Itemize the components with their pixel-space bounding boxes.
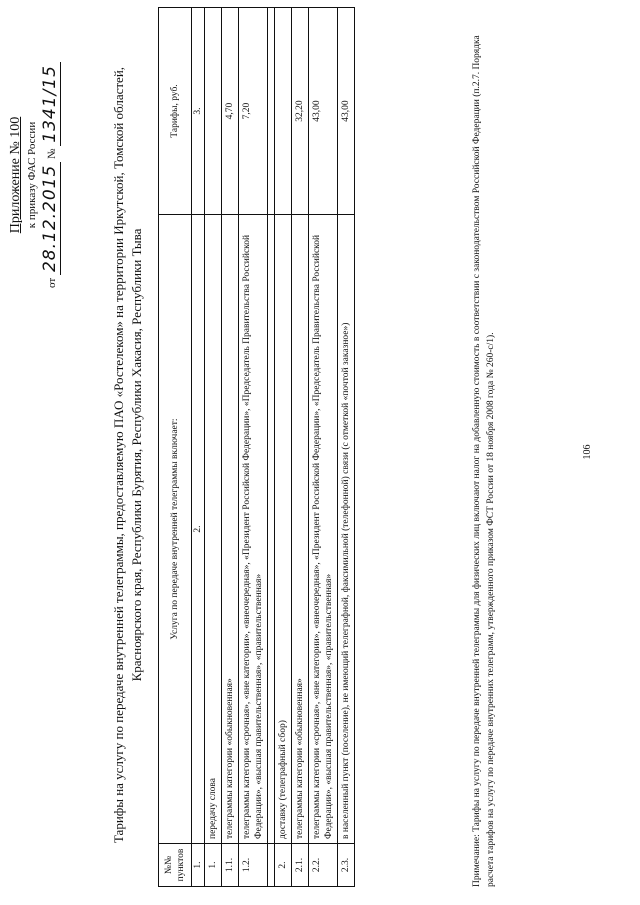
column-number: 2. [192, 215, 205, 844]
row-service: телеграммы категории «обыкновенная» [222, 215, 239, 844]
column-number: 1. [192, 844, 205, 887]
row-service: в населенный пункт (поселение), не имеющий телеграфной, факсимильной (телефонной) связи (с отметкой «почтой заказное») [338, 215, 355, 844]
table-row [205, 8, 222, 887]
row-number: 2. [275, 844, 292, 887]
handwritten-number: 1341/15 [40, 62, 61, 146]
table-header-row [159, 8, 192, 887]
row-price: 32,20 [292, 8, 309, 215]
annex-block [8, 25, 60, 325]
annex-order-line: к приказу ФАС России [26, 121, 38, 229]
header-service: Услуга по передаче внутренней телеграммы включает: [159, 215, 192, 844]
row-number: 1. [205, 844, 222, 887]
handwritten-date: 28.12.2015 [40, 162, 61, 275]
table-row [309, 8, 338, 887]
row-price: 43,00 [338, 8, 355, 215]
row-price: 7,20 [239, 8, 268, 215]
row-service: телеграммы категории «срочная», «вне категории», «внеочередная», «Президент Российской Федерации», «Председатель Правительства Российской Федерации», «высшая правительственная», «правительственная» [309, 215, 338, 844]
row-price: 43,00 [309, 8, 338, 215]
page-number: 106 [582, 444, 593, 460]
header-price: Тарифы, руб. [159, 8, 192, 215]
table-row [338, 8, 355, 887]
number-label: № [46, 148, 58, 159]
column-number: 3. [192, 8, 205, 215]
footnote: Примечание: Тарифы на услугу по передаче внутренней телеграммы для физических лиц включают налог на добавленную стоимость в соответствии с законодательством Российской Федерации (п.2.7. Порядка расчета тарифов на услугу по передаче внутренних телеграмм, утвержденного приказом ФСТ России от 18 ноября 2008 года № 260-с/1). [472, 35, 496, 887]
row-number: 1.2. [239, 844, 268, 887]
table-spacer-row [268, 8, 275, 887]
date-prefix: от [46, 277, 58, 288]
row-number: 2.1. [292, 844, 309, 887]
row-service: телеграммы категории «обыкновенная» [292, 215, 309, 844]
row-number: 1.1. [222, 844, 239, 887]
table-row [275, 8, 292, 887]
row-price [275, 8, 292, 215]
annex-title: Приложение № 100 [8, 116, 23, 234]
row-service: доставку (телеграфный сбор) [275, 215, 292, 844]
row-service: передачу слова [205, 215, 222, 844]
table-row [239, 8, 268, 887]
row-number: 2.2. [309, 844, 338, 887]
header-number: №№ пунктов [159, 844, 192, 887]
annex-date-line [40, 25, 60, 325]
row-price: 4,70 [222, 8, 239, 215]
row-price [205, 8, 222, 215]
column-numbering-row [192, 8, 205, 887]
document-title: Тарифы на услугу по передаче внутренней телеграммы, предоставляемую ПАО «Ростелеком» на территории Иркутской, Томской областей, Красноярского края, Республики Бурятия, Республики Хакасия, Республики Тыва [111, 66, 144, 844]
row-service: телеграммы категории «срочная», «вне категории», «внеочередная», «Президент Российской Федерации», «Председатель Правительства Российской Федерации», «высшая правительственная», «правительственная» [239, 215, 268, 844]
table-row [292, 8, 309, 887]
tariff-table [158, 7, 355, 887]
row-number: 2.3. [338, 844, 355, 887]
table-row [222, 8, 239, 887]
